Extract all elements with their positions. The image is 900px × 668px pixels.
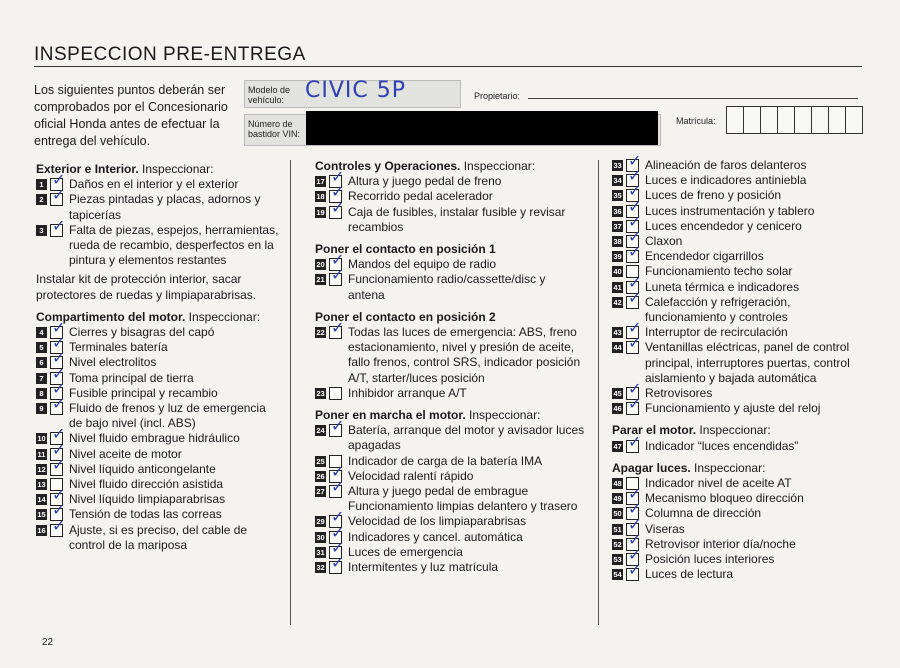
checklist-item-7	[36, 371, 282, 386]
vin-label: Número de bastidor VIN:	[248, 119, 301, 139]
item-label: Luces de lectura	[645, 567, 734, 582]
plate-label: Matrícula:	[676, 116, 716, 126]
checklist-item-12	[36, 462, 282, 477]
item-label: Luneta térmica e indicadores	[645, 279, 800, 294]
checklist-item-14	[36, 492, 282, 507]
item-number: 19	[316, 207, 325, 217]
section-heading-rest: Inspeccionar:	[460, 159, 536, 173]
plate-cell[interactable]	[760, 106, 778, 134]
item-label: Viseras	[645, 521, 685, 536]
item-label: Indicadores y cancel. automática	[348, 529, 523, 544]
item-number: 52	[613, 539, 622, 549]
item-label: Ventanillas eléctricas, panel de control principal, interruptores puertas, control aislamiento y bajada automática	[645, 340, 850, 385]
item-label: Posición luces interiores	[645, 552, 775, 567]
checklist-item-44	[612, 340, 874, 386]
item-label: Nivel electrolitos	[69, 355, 157, 370]
item-label: Luces instrumentación y tablero	[645, 203, 815, 218]
item-label: Luces e indicadores antiniebla	[645, 173, 807, 188]
plate-cell[interactable]	[794, 106, 812, 134]
section-heading	[612, 423, 874, 438]
item-label: Piezas pintadas y placas, adornos y tapicerías	[69, 192, 261, 222]
checklist-item-40	[612, 264, 874, 279]
checklist-item-2	[36, 192, 282, 222]
section-heading	[315, 408, 585, 423]
checklist-item-3	[36, 223, 282, 269]
item-number: 33	[613, 161, 622, 170]
item-number: 34	[613, 176, 622, 186]
section-heading-bold: Poner el contacto en posición 1	[315, 242, 496, 257]
checklist-item-38	[612, 234, 874, 249]
checklist-item-30	[315, 530, 585, 545]
checkbox[interactable]	[50, 402, 63, 415]
section-heading	[315, 310, 585, 325]
item-label: Altura y juego pedal de embrague Funcionamiento limpias delantero y trasero	[348, 484, 578, 514]
checklist-item-36	[612, 204, 874, 219]
checklist-item-48	[612, 476, 874, 491]
item-label: Batería, arranque del motor y avisador luces apagadas	[348, 423, 585, 453]
checklist-item-16	[36, 523, 282, 553]
item-number: 47	[613, 441, 622, 451]
owner-label: Propietario:	[474, 91, 521, 101]
section-heading-rest: Inspeccionar:	[138, 162, 214, 176]
section-compartimento-del-motor	[36, 310, 282, 553]
page-title: INSPECCION PRE-ENTREGA	[34, 44, 306, 65]
item-number: 40	[613, 267, 622, 277]
checklist-item-6	[36, 355, 282, 370]
checklist-item-39	[612, 249, 874, 264]
section-heading-rest: Inspeccionar:	[696, 423, 771, 438]
checklist-item-32	[315, 560, 585, 575]
plate-cell[interactable]	[726, 106, 744, 134]
title-rule	[34, 66, 862, 67]
item-label: Fusible principal y recambio	[69, 385, 218, 400]
item-number: 24	[316, 426, 325, 436]
item-label: Encendedor cigarrillos	[645, 249, 764, 264]
checklist-item-13	[36, 477, 282, 492]
item-label: Caja de fusibles, instalar fusible y revisar recambios	[348, 204, 566, 234]
item-number: 30	[316, 532, 325, 542]
model-value: CIVIC 5P	[305, 78, 407, 103]
item-number: 42	[613, 297, 622, 307]
checklist-item-1	[36, 177, 282, 192]
item-number: 17	[316, 177, 325, 187]
checklist-item-37	[612, 219, 874, 234]
checklist-item-23	[315, 386, 585, 401]
checkbox[interactable]	[626, 341, 639, 354]
item-number: 7	[36, 373, 47, 384]
item-label: Luces encendedor y cenicero	[645, 218, 802, 233]
item-label: Nivel líquido limpiaparabrisas	[69, 492, 226, 507]
section-exterior-e-interior	[36, 162, 282, 303]
model-label: Modelo de vehículo:	[248, 85, 291, 105]
checklist-item-41	[612, 280, 874, 295]
checklist-item-11	[36, 447, 282, 462]
checkbox[interactable]	[329, 424, 342, 437]
section-heading	[315, 242, 585, 257]
item-number: 31	[316, 547, 325, 557]
item-label: Tensión de todas las correas	[69, 507, 222, 522]
section-heading	[612, 461, 874, 476]
section-parar-el-motor	[612, 423, 874, 453]
item-number: 11	[37, 449, 46, 459]
item-label: Nivel fluido embrague hidráulico	[69, 431, 240, 446]
page-number: 22	[42, 637, 54, 648]
checklist-item-22	[315, 325, 585, 386]
checklist-item-18	[315, 189, 585, 204]
item-label: Funcionamiento y ajuste del reloj	[645, 401, 821, 416]
item-label: Indicador de carga de la batería IMA	[348, 453, 543, 468]
item-label: Alineación de faros delanteros	[645, 158, 807, 172]
checklist-item-43	[612, 325, 874, 340]
item-number: 51	[613, 524, 622, 534]
section-poner-el-contacto-en-posicion-2	[315, 310, 585, 401]
section-controles-y-operaciones	[315, 159, 585, 235]
item-number: 41	[613, 282, 622, 292]
section-continued	[612, 158, 874, 416]
item-number: 48	[613, 479, 622, 489]
item-number: 35	[613, 191, 622, 201]
item-number: 2	[36, 194, 47, 205]
checkbox[interactable]	[329, 387, 342, 400]
item-number: 37	[613, 221, 622, 231]
section-heading-rest: Inspeccionar:	[185, 309, 261, 324]
item-number: 49	[613, 494, 622, 504]
item-number: 8	[36, 388, 47, 399]
checklist-item-33	[612, 158, 874, 173]
item-label: Fluido de frenos y luz de emergencia de bajo nivel (incl. ABS)	[69, 401, 266, 431]
item-label: Indicador nivel de aceite AT	[645, 476, 792, 491]
item-label: Recorrido pedal acelerador	[348, 189, 493, 204]
checklist-item-15	[36, 507, 282, 522]
item-number: 45	[613, 389, 622, 399]
plate-boxes[interactable]	[727, 106, 863, 134]
item-number: 4	[36, 327, 47, 338]
checklist-item-34	[612, 173, 874, 188]
item-number: 6	[36, 357, 47, 368]
item-number: 1	[36, 179, 47, 190]
item-number: 23	[316, 388, 325, 398]
item-label: Toma principal de tierra	[69, 370, 194, 385]
item-number: 32	[316, 563, 325, 573]
vin-redaction	[306, 111, 658, 145]
item-label: Daños en el interior y el exterior	[69, 177, 239, 192]
section-heading-rest: Inspeccionar:	[465, 408, 541, 423]
item-number: 3	[36, 225, 47, 236]
item-label: Velocidad ralentí rápido	[348, 468, 474, 483]
item-number: 20	[316, 260, 325, 270]
checklist-item-20	[315, 257, 585, 272]
item-label: Claxon	[645, 234, 683, 249]
column-divider	[290, 160, 291, 625]
checkbox[interactable]	[626, 250, 639, 263]
section-heading-bold: Controles y Operaciones.	[315, 159, 461, 173]
item-label: Interruptor de recirculación	[645, 325, 788, 340]
item-label: Calefacción y refrigeración, funcionamiento y controles	[645, 294, 791, 325]
item-label: Velocidad de los limpiaparabrisas	[348, 514, 527, 529]
item-label: Inhibidor arranque A/T	[348, 385, 467, 400]
section-heading-bold: Parar el motor.	[612, 423, 697, 438]
checkbox[interactable]	[50, 463, 63, 476]
checkbox[interactable]	[626, 568, 639, 581]
checkbox[interactable]	[50, 524, 63, 537]
section-poner-el-contacto-en-posicion-1	[315, 242, 585, 303]
checklist-item-45	[612, 386, 874, 401]
checklist-item-46	[612, 401, 874, 416]
item-number: 10	[37, 434, 46, 444]
checklist-item-5	[36, 340, 282, 355]
checklist-item-25	[315, 454, 585, 469]
checklist-item-8	[36, 386, 282, 401]
item-label: Retrovisores	[645, 386, 713, 401]
checklist-item-49	[612, 491, 874, 506]
checklist-item-17	[315, 174, 585, 189]
checkbox[interactable]	[50, 224, 63, 237]
checklist-item-50	[612, 506, 874, 521]
section-heading	[36, 310, 282, 325]
item-label: Retrovisor interior día/noche	[645, 536, 796, 551]
checklist-item-53	[612, 552, 874, 567]
item-number: 43	[613, 328, 622, 338]
section-heading	[36, 162, 282, 177]
item-number: 54	[613, 570, 622, 580]
item-label: Falta de piezas, espejos, herramientas, rueda de recambio, desperfectos en la pintura y elementos restantes	[69, 222, 279, 268]
item-number: 36	[613, 206, 622, 216]
item-number: 44	[613, 343, 622, 353]
checkbox[interactable]	[329, 326, 342, 339]
item-label: Nivel fluido dirección asistida	[69, 477, 224, 492]
checkbox[interactable]	[329, 561, 342, 574]
item-label: Intermitentes y luz matrícula	[348, 560, 499, 575]
checklist-item-26	[315, 469, 585, 484]
section-heading-rest: Inspeccionar:	[690, 460, 766, 475]
checklist-item-54	[612, 567, 874, 582]
checklist-item-35	[612, 188, 874, 203]
item-number: 50	[613, 509, 622, 519]
checkbox[interactable]	[50, 193, 63, 206]
item-label: Altura y juego pedal de freno	[348, 174, 502, 189]
checklist-item-21	[315, 272, 585, 302]
checklist-item-51	[612, 522, 874, 537]
item-label: Columna de dirección	[645, 506, 762, 521]
checklist-item-47	[612, 439, 874, 454]
section-heading-bold: Poner en marcha el motor.	[315, 408, 466, 423]
section-poner-en-marcha-el-motor	[315, 408, 585, 575]
section-heading-bold: Compartimento del motor.	[36, 309, 186, 324]
item-label: Luces de emergencia	[348, 544, 463, 559]
checkbox[interactable]	[329, 485, 342, 498]
section-heading	[315, 159, 585, 174]
column-controls	[315, 159, 585, 575]
checklist-item-29	[315, 514, 585, 529]
checklist-item-27	[315, 484, 585, 514]
item-number: 26	[316, 471, 325, 481]
plate-cell[interactable]	[828, 106, 846, 134]
section-note: Instalar kit de protección interior, sacar protectores de ruedas y limpiaparabrisas.	[36, 272, 257, 302]
item-number: 16	[37, 525, 46, 535]
plate-cell[interactable]	[845, 106, 863, 134]
column-exterior-engine	[36, 162, 282, 553]
item-label: Nivel líquido anticongelante	[69, 461, 216, 476]
checkbox[interactable]	[329, 273, 342, 286]
checkbox[interactable]	[329, 206, 342, 219]
item-number: 15	[37, 510, 46, 520]
item-number: 38	[613, 237, 622, 247]
item-label: Luces de freno y posición	[645, 188, 782, 203]
item-label: Cierres y bisagras del capó	[69, 325, 215, 340]
plate-cell[interactable]	[743, 106, 761, 134]
item-number: 22	[316, 328, 325, 338]
item-number: 46	[613, 404, 622, 414]
item-number: 25	[316, 456, 325, 466]
checkbox[interactable]	[626, 402, 639, 415]
item-label: Nivel aceite de motor	[69, 446, 182, 461]
checklist-item-24	[315, 423, 585, 453]
column-lights	[612, 158, 874, 582]
checklist-item-42	[612, 295, 874, 325]
item-number: 9	[36, 403, 47, 414]
item-number: 18	[316, 192, 325, 202]
item-label: Mandos del equipo de radio	[348, 257, 497, 272]
checklist-item-52	[612, 537, 874, 552]
column-divider	[598, 160, 599, 625]
item-number: 13	[37, 480, 46, 490]
item-label: Funcionamiento techo solar	[645, 264, 793, 279]
item-number: 14	[37, 495, 46, 505]
item-label: Todas las luces de emergencia: ABS, freno estacionamiento, nivel y presión de aceite, fallo frenos, control SRS, indicador posición A/T, starter/luces posición	[348, 325, 581, 385]
item-number: 39	[613, 252, 622, 262]
checklist-item-31	[315, 545, 585, 560]
intro-text: Los siguientes puntos deberán ser comprobados por el Concesionario oficial Honda antes de efectuar la entrega del vehículo.	[34, 83, 228, 148]
item-label: Mecanismo bloqueo dirección	[645, 491, 804, 506]
item-number: 5	[36, 342, 47, 353]
checkbox[interactable]	[626, 440, 639, 453]
section-apagar-luces	[612, 461, 874, 583]
item-number: 29	[316, 517, 325, 527]
item-number: 53	[613, 555, 622, 565]
checklist-item-4	[36, 325, 282, 340]
section-heading-bold: Exterior e Interior.	[36, 162, 139, 176]
item-number: 12	[37, 464, 46, 474]
item-label: Terminales batería	[69, 340, 168, 355]
checklist-item-19	[315, 205, 585, 235]
plate-cell[interactable]	[811, 106, 829, 134]
item-number: 21	[316, 275, 325, 285]
section-heading-bold: Apagar luces.	[612, 460, 691, 475]
item-number: 27	[316, 487, 325, 497]
item-label: Ajuste, si es preciso, del cable de control de la mariposa	[69, 522, 248, 552]
checkbox[interactable]	[626, 296, 639, 309]
item-label: Funcionamiento radio/cassette/disc y antena	[348, 272, 546, 302]
checklist-item-10	[36, 431, 282, 446]
plate-cell[interactable]	[777, 106, 795, 134]
checklist-item-9	[36, 401, 282, 431]
item-label: Indicador “luces encendidas”	[645, 438, 799, 453]
section-heading-bold: Poner el contacto en posición 2	[315, 309, 496, 324]
owner-field[interactable]	[528, 98, 858, 99]
